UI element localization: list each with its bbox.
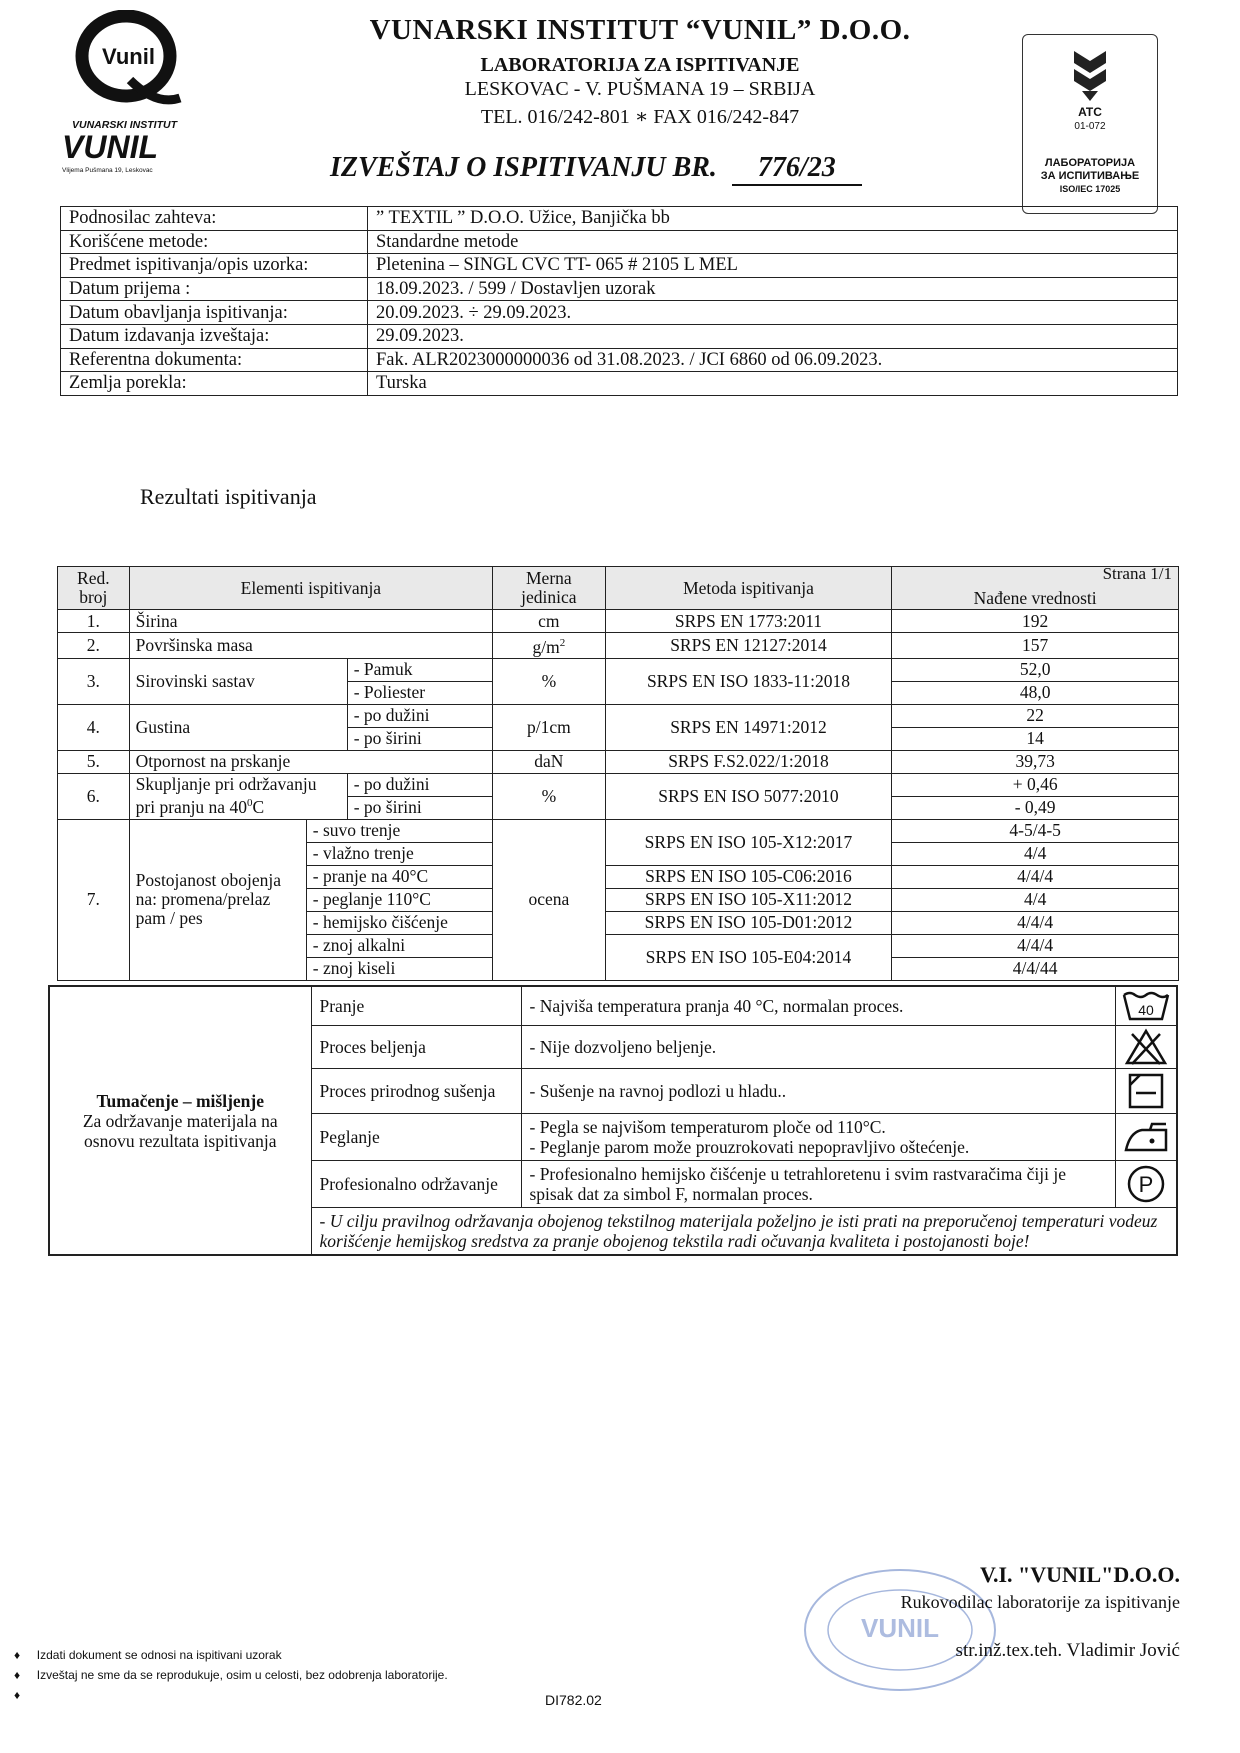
row-value: 4/4/4: [892, 865, 1179, 888]
accreditation-badge: [1022, 34, 1158, 214]
care-text-line1: - Pegla se najvišom temperaturom ploče od 110°C.: [529, 1117, 886, 1137]
results-table: [57, 566, 1179, 981]
row-unit: [493, 633, 606, 659]
row-element: Širina: [129, 610, 492, 633]
row-value: 39,73: [892, 750, 1179, 773]
table-row: [58, 704, 1179, 727]
info-label: Predmet ispitivanja/opis uzorka:: [61, 254, 368, 278]
wash-temp-text: 40: [1138, 1002, 1154, 1018]
row-no: 5.: [58, 750, 130, 773]
info-value: Standardne metode: [368, 230, 1178, 254]
logo-line: VUNARSKI INSTITUT: [72, 119, 177, 131]
results-heading: Rezultati ispitivanja: [140, 484, 317, 509]
row-method: SRPS EN ISO 105-E04:2014: [605, 934, 892, 980]
row-unit: %: [493, 773, 606, 819]
signature-role: Rukovodilac laboratorije za ispitivanje: [900, 1592, 1180, 1612]
care-subtitle: Za održavanje materijala na osnovu rezultata ispitivanja: [82, 1110, 278, 1151]
info-row: [61, 301, 1178, 325]
info-value: Fak. ALR2023000000036 od 31.08.2023. / JCI 6860 od 06.09.2023.: [368, 348, 1178, 372]
svg-text:VUNIL: VUNIL: [861, 1613, 939, 1643]
accreditation-icon: [1068, 47, 1112, 103]
care-label: Peglanje: [311, 1114, 521, 1161]
footnote-text: Izdati dokument se odnosi na ispitivani uzorak: [36, 1648, 282, 1662]
row-method: SRPS EN ISO 105-C06:2016: [605, 865, 892, 888]
row-value: 4/4: [892, 888, 1179, 911]
info-label: Korišćene metode:: [61, 230, 368, 254]
unit-text: g/m: [532, 636, 560, 657]
row-no: 1.: [58, 610, 130, 633]
care-text: - Najviša temperatura pranja 40 °C, normalan proces.: [521, 986, 1116, 1026]
row-method: SRPS EN 1773:2011: [605, 610, 892, 633]
footnote-text: Izveštaj ne sme da se reprodukuje, osim u celosti, bez odobrenja laboratorije.: [36, 1668, 448, 1682]
row-unit: cm: [493, 610, 606, 633]
info-value: 20.09.2023. ÷ 29.09.2023.: [368, 301, 1178, 325]
care-text: - Nije dozvoljeno beljenje.: [521, 1026, 1116, 1069]
row-sub: - znoj kiseli: [306, 957, 492, 980]
care-title-cell: [49, 986, 311, 1255]
table-row: [58, 773, 1179, 796]
atc-standard: ISO/IEC 17025: [1059, 184, 1121, 194]
no-bleach-icon: [1116, 1026, 1178, 1069]
row-sub: - vlažno trenje: [306, 842, 492, 865]
footnote: ♦ Izdati dokument se odnosi na ispitivani uzorak: [14, 1648, 282, 1662]
row-no: 4.: [58, 704, 130, 750]
atc-code: 01-072: [1074, 121, 1106, 132]
page-label: Strana 1/1: [1102, 564, 1172, 583]
row-no: 3.: [58, 658, 130, 704]
footnote: ♦ Izveštaj ne sme da se reprodukuje, osim u celosti, bez odobrenja laboratorije.: [14, 1668, 448, 1682]
row-sub: - Poliester: [347, 681, 492, 704]
care-row: [49, 986, 1177, 1026]
header-value: [892, 564, 1179, 610]
row-element: [129, 773, 347, 819]
row-value: 4-5/4-5: [892, 819, 1179, 842]
row-method: SRPS EN ISO 105-X11:2012: [605, 888, 892, 911]
flat-dry-shade-icon: [1116, 1069, 1178, 1114]
care-text: [521, 1114, 1116, 1161]
request-info-table: [60, 206, 1178, 396]
header-no: Red. broj: [58, 567, 130, 610]
info-value: Turska: [368, 372, 1178, 396]
info-value: 18.09.2023. / 599 / Dostavljen uzorak: [368, 277, 1178, 301]
row-method: SRPS EN 12127:2014: [605, 633, 892, 659]
row-value: 4/4/4: [892, 911, 1179, 934]
row-value: + 0,46: [892, 773, 1179, 796]
logo-mark-text: Vunil: [102, 44, 155, 69]
info-label: Referentna dokumenta:: [61, 348, 368, 372]
row-method: SRPS EN ISO 1833-11:2018: [605, 658, 892, 704]
atc-label: ATC: [1078, 105, 1102, 119]
row-element: Otpornost na prskanje: [129, 750, 492, 773]
row-element: Postojanost obojenja na: promena/prelaz pam / pes: [129, 819, 306, 980]
row-sub: - po širini: [347, 727, 492, 750]
row-element: Sirovinski sastav: [129, 658, 347, 704]
info-label: Datum prijema :: [61, 277, 368, 301]
row-sub: - po dužini: [347, 704, 492, 727]
row-method: SRPS EN ISO 5077:2010: [605, 773, 892, 819]
row-unit: daN: [493, 750, 606, 773]
footnote: ♦: [14, 1688, 37, 1702]
info-label: Datum izdavanja izveštaja:: [61, 324, 368, 348]
info-row: [61, 207, 1178, 231]
care-note: - U cilju pravilnog održavanja obojenog tekstilnog materijala poželjno je isti prati na preporučenoj temperaturi vodeuz korišćenje hemijskog sredstva za pranje obojenog tekstila radi očuvanja kvaliteta i postojanosti boje!: [311, 1208, 1177, 1256]
logo-line: VUNIL: [62, 129, 158, 165]
row-no: 2.: [58, 633, 130, 659]
phone-fax: TEL. 016/242-801 ∗ FAX 016/242-847: [480, 106, 800, 128]
row-value: 22: [892, 704, 1179, 727]
info-label: Zemlja porekla:: [61, 372, 368, 396]
header-value-label: Nađene vrednosti: [973, 588, 1097, 608]
dry-clean-p-icon: [1116, 1161, 1178, 1208]
care-title: Tumačenje – mišljenje: [96, 1090, 265, 1111]
header-unit: Merna jedinica: [493, 567, 606, 610]
care-label: Profesionalno održavanje: [311, 1161, 521, 1208]
row-no: 6.: [58, 773, 130, 819]
signature-company: V.I. "VUNIL"D.O.O.: [979, 1562, 1180, 1587]
degree-sup: 0: [246, 797, 253, 810]
info-row: [61, 277, 1178, 301]
row-sub: - hemijsko čišćenje: [306, 911, 492, 934]
info-row: [61, 372, 1178, 396]
vunil-logo: [60, 10, 200, 175]
table-row: [58, 750, 1179, 773]
row-value: 157: [892, 633, 1179, 659]
row-element-line2: [136, 794, 341, 817]
row-value: 14: [892, 727, 1179, 750]
dry-clean-letter: P: [1138, 1172, 1154, 1197]
row-value: 4/4/44: [892, 957, 1179, 980]
care-text: - Sušenje na ravnoj podlozi u hladu..: [521, 1069, 1116, 1114]
logo-line: Vlijema Pušmana 19, Leskovac: [62, 167, 153, 174]
info-value: Pletenina – SINGL CVC TT- 065 # 2105 L MEL: [368, 254, 1178, 278]
unit-sup: 2: [559, 637, 566, 649]
info-row: [61, 254, 1178, 278]
row-element-line2-text: pri pranju na 40: [135, 797, 247, 818]
table-row: [58, 819, 1179, 842]
info-row: [61, 348, 1178, 372]
table-row: [58, 610, 1179, 633]
table-row: [58, 658, 1179, 681]
info-value: 29.09.2023.: [368, 324, 1178, 348]
care-label: Proces beljenja: [311, 1026, 521, 1069]
row-value: - 0,49: [892, 796, 1179, 819]
lab-name: LABORATORIJA ZA ISPITIVANJE: [480, 54, 800, 76]
row-value: 192: [892, 610, 1179, 633]
row-sub: - po širini: [347, 796, 492, 819]
row-value: 52,0: [892, 658, 1179, 681]
row-method: SRPS F.S2.022/1:2018: [605, 750, 892, 773]
row-value: 48,0: [892, 681, 1179, 704]
row-sub: - pranje na 40°C: [306, 865, 492, 888]
results-header-row: [58, 567, 1179, 610]
signature-name: str.inž.tex.teh. Vladimir Jović: [955, 1640, 1180, 1661]
info-row: [61, 230, 1178, 254]
row-method: SRPS EN 14971:2012: [605, 704, 892, 750]
info-row: [61, 324, 1178, 348]
care-label: Proces prirodnog sušenja: [311, 1069, 521, 1114]
care-interpretation-table: [48, 985, 1178, 1256]
row-element-line1: Skupljanje pri održavanju: [135, 774, 317, 795]
header-method: Metoda ispitivanja: [605, 567, 892, 610]
info-label: Datum obavljanja ispitivanja:: [61, 301, 368, 325]
info-value: ” TEXTIL ” D.O.O. Užice, Banjička bb: [368, 207, 1178, 231]
row-sub: - suvo trenje: [306, 819, 492, 842]
row-element: Gustina: [129, 704, 347, 750]
row-element-line2-unit: C: [252, 797, 265, 818]
row-method: SRPS EN ISO 105-D01:2012: [605, 911, 892, 934]
report-number: 776/23: [732, 152, 862, 186]
row-sub: - peglanje 110°C: [306, 888, 492, 911]
atc-line2: ЗА ИСПИТИВАЊЕ: [1040, 170, 1140, 182]
report-title-text: IZVEŠTAJ O ISPITIVANJU BR.: [330, 152, 717, 183]
row-value: 4/4: [892, 842, 1179, 865]
row-sub: - Pamuk: [347, 658, 492, 681]
care-text: - Profesionalno hemijsko čišćenje u tetrahloretenu i svim rastvaračima čiji je spisak dat za simbol F, normalan proces.: [521, 1161, 1116, 1208]
report-title: [330, 152, 862, 186]
row-method: SRPS EN ISO 105-X12:2017: [605, 819, 892, 865]
iron-low-icon: [1116, 1114, 1178, 1161]
care-label: Pranje: [311, 986, 521, 1026]
row-element: Površinska masa: [129, 633, 492, 659]
care-text-line2: - Peglanje parom može prouzrokovati nepopravljivo oštećenje.: [529, 1137, 970, 1157]
address: LESKOVAC - V. PUŠMANA 19 – SRBIJA: [464, 78, 816, 100]
document-code: DI782.02: [545, 1692, 602, 1708]
row-unit: ocena: [493, 819, 606, 980]
wash-40-icon: [1116, 986, 1178, 1026]
row-no: 7.: [58, 819, 130, 980]
row-sub: - znoj alkalni: [306, 934, 492, 957]
info-label: Podnosilac zahteva:: [61, 207, 368, 231]
institute-name: VUNARSKI INSTITUT “VUNIL” D.O.O.: [369, 14, 911, 46]
table-row: [58, 633, 1179, 659]
row-value: 4/4/4: [892, 934, 1179, 957]
header-element: Elementi ispitivanja: [129, 567, 492, 610]
row-sub: - po dužini: [347, 773, 492, 796]
row-unit: p/1cm: [493, 704, 606, 750]
row-unit: %: [493, 658, 606, 704]
atc-line1: ЛАБОРАТОРИЈА: [1044, 157, 1136, 169]
